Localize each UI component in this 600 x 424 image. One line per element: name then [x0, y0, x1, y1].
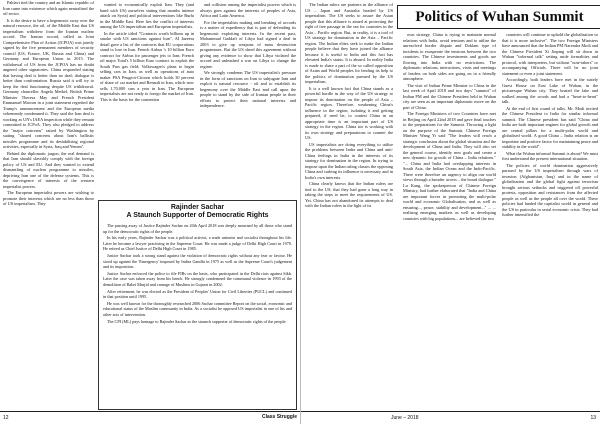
- paragraph: Behind the diplomatic jargon, the real demand is that Iran should slavishly comply with the foreign policy of US and EU. And they wanted to extend dismantling of nuclear programme to missiles, depriving Iran one of the defense systems. This is the convergence of interests of the western imperialist powers.: [3, 150, 94, 189]
- paragraph: What the Wuhan informal Summit is about? We must first understand the present international situation.: [502, 150, 598, 161]
- right-column-3: [502, 32, 598, 410]
- right-column-1: [305, 2, 393, 410]
- obituary-paragraph: He was well known for the thoroughly researched 2006 Sachar committee Report on the social, economic and educational status of the Muslim community in India. As a socialist he opposed US imperialist in one of his and other acts of intervention.: [103, 300, 292, 317]
- issue-date: June – 2018: [391, 415, 419, 421]
- paragraph: We strongly condemn The US imperialist's pressure in the form of sanctions on Iran to subjugate Iran and exploit is natural resource - oil and to establish its hegemony over the Middle East and call upon the people to stand by the side of Iranian people in their efforts to protect their national interests and independence.: [200, 70, 296, 108]
- page-number: 13: [590, 415, 596, 421]
- paragraph: countries will continue to uphold the globalisation so that it is more inclusive". The two Foreign Ministers have announced that the Indian PM Narendra Modi and the Chinese President Xi Jinping will sit down in Wuhan "informal talk" setting aside formalities and protocol, with interpreters, but without "note-takers" or accompanying Officials. There will be no joint statement or even a joint statement.: [502, 32, 598, 76]
- paragraph: US imperialists are doing everything to utilise the problems between India and China and anti-China feelings in India in the interests of its strategy for domination in the region. In trying to impose upon the Indian ruling classes the opposing China and curbing its influence is necessary and in India's own interests.: [305, 141, 393, 180]
- paragraph: Pahlavi tied the country and an Islamic republic of Iran came into existence which again neutralised the oil sector.: [3, 0, 94, 16]
- paragraph: The visit of Indian Prime Minister to China in the last week of April 2018 and two days' "summit" of Indian PM and the Chinese President held in Wuhan city are seen as an important diplomatic move on the part of China.: [403, 82, 496, 110]
- obituary-box: [98, 200, 297, 410]
- paragraph: wanted to economically exploit Iran. They (and hand with US) ourselves stating that months intense attack on Syria) and political interventions like Burhi in the Middle East. Here lies the conflict of interests among the US imperialism and European imperialists.: [100, 2, 194, 29]
- right-column-2: [403, 32, 496, 410]
- left-footer: [0, 411, 300, 424]
- left-column-3: [200, 2, 296, 198]
- obituary-paragraph: The passing away of Justice Rajinder Sachar on 20th April 2018 was deeply mourned by all those who stand up for the democratic rights of the people.: [103, 223, 292, 234]
- left-column-2: [100, 2, 194, 198]
- paragraph: China clearly knows that the Indian rulers are tied to the US; that they had gone a long way in taking the steps to meet the requirements of US. Yet, China has not abandoned its attempts to deal with the Indian rulers in the light of its: [305, 181, 393, 208]
- publication-name: Class Struggle: [261, 414, 297, 420]
- right-page: [300, 0, 600, 424]
- paragraph: The Foreign Ministers of two Countries have met in Beijing on April 22nd 2018 and gave final touches to the preparations for the Summit. Throwing a light on the purpose of the Summit, Chinese Foreign Minister Wang Yi said "The leaders will reach a strategic conclusion about the global situation and the development of China and India. They will also set the general course, identify new goals and create a new dynamic for growth of China – India relations." "... China and India had overlapping interests in South Asia, the Indian Ocean and the Indo-Pacific. There were therefore an urgency to align our world views through a broader access – the board dialogue." Lu Kang, the spokesperson of Chinese Foreign Ministry, had further elaborated that "India and China are important forces in promoting the multi-polar world and economic Globalisation, and as well as ensuring..., peace, stability and development..." ... ... realising emerging markets as well as developing countries with big populations... are believed the two: [403, 111, 496, 221]
- paragraph: The policies of world domination aggressively pursued by the US imperialism through wars of invasion (Afghanistan, Iraq) and in the name of globalisation and the global fight against terrorism brought serious setbacks and triggered off powerful protests, opposition and resistances from the affected people as well as the people all over the world. These policies had landed the capitalist world in general and the US in particular in serial economic crisis. They had further intensified the: [502, 162, 598, 217]
- paragraph: It is the desire to have a hegemonic sway over the natural resource, the oil, of the Middle East that US imperialism withdrew from the Iranian nuclear accord. The Iranian accord, called as Joint Comprehensive Plan of Action (JCPOA) was jointly signed by the five permanent members of security council (US, France, UK, Russia and China) and Germany and European Union in 2015. The withdrawal of US from the JCPOA has no doubt angered other signatories. China responded stating that having deal is better than no deal; dialogue is better than confrontation. Russia said it will try to keep the deal functioning despite US withdrawal. Germany chancellor Angela Merkel, British Prime Minister Theresa May and French President Emmanuel Macron in a joint statement regretted the Trump's announcement and the European media vehemently condemned it. They said the Iran deal is working as UN's IAEA inspection while they remain committed to JCPoA. They also pledged to address the "major concerns" raised by Washington by stating "shared concerns about Iran's ballistic missiles programme and its destabilising regional activities, especially in Syria, Iraq and Yemen".: [3, 17, 94, 149]
- obituary-title: Rajinder Sachar: [170, 204, 225, 211]
- paragraph: At the end of first round of talks, Mr. Modi invited the Chinese President to India for similar informal summit. The Chinese president has said "China and India are both important engines for global growth and are central pillars for a multi-polar world and globalised world. A good China – India relation is an important and positive factor for maintaining peace and stability in the world".: [502, 105, 598, 149]
- paragraph: For the imperialists making and breaking of accords is a matter of expediency that is part of defending its hegemonic exploiting interests. In the recent past, Mohammad Gaddafi of Libya had signed a deal in 2003 to give up weapons of mass destruction programmes. But the US shred this agreement without giving any evidence to show that Libya violated the accord and unleashed a war on Libya to change the regime.: [200, 19, 296, 69]
- obituary-paragraph: Justice Sachar took a strong stand against the violation of democratic rights without any fear or favour. He stood up against the 'Emergency' imposed by Indira Gandhi in 1975 as well as the Supreme Court's judgement and its imposition.: [103, 252, 292, 270]
- paragraph: own strategy. China is trying to maintain normal relations with India, avoid tensions and to utilise the unresolved border dispute and Doklam type of incidents to exasperate the tensions between the two countries. The Chinese investments and goods are flowing into India with no restrictions. The diplomatic relations, interactions, visits and meetings of leaders on both sides are going on in a friendly atmosphere.: [403, 32, 496, 81]
- obituary-paragraph: In his early years, Rajinder Sachar was a political activist, a trade unionist and socialist throughout his life. Later he became a lawyer practising in the Supreme Court. He was made a judge of Delhi High Court in 1970. He retired as Chief Justice of Delhi High Court in 1985.: [103, 235, 292, 252]
- paragraph: The European imperialist powers are wishing to promote their interests which are no less than those of US imperialism. They: [3, 190, 94, 206]
- obituary-paragraph: Justice Sachar enforced the police to file FIRs on the basis, who participated in the Delhi riots against Sikh. Later the case was taken away from his bench. He strongly condemned the communal violence in 1993 of the demolition of Babri Masjid and carnage of Muslims in Gujarat in 2002.: [103, 270, 292, 287]
- article-title: Politics of Wuhan Summit: [397, 5, 600, 29]
- obituary-paragraph: The CPI (ML) pays homage to Rajinder Sachar as the staunch supporter of democratic rights of the people.: [107, 318, 287, 324]
- obituary-subtitle: A Staunch Supporter of Democratic Rights: [126, 212, 269, 219]
- paragraph: Accordingly, both leaders have met in the stately Guest House on East Lake of Wuhan, in the picturesque Wuhan city. They boated the lake and walked among the woods and had a "heart-to-heart" talk.: [502, 77, 598, 104]
- obituary-paragraph: After retirement, he was elected as the President of Peoples' Union for Civil Liberties (PUCL) and continued in that position until 1995.: [103, 288, 292, 300]
- left-column-1: [3, 0, 94, 408]
- paragraph: It is a well known fact that China stands as a powerful hurdle in the way of the US strategy to impose its domination on the people of Asia – Pacific region. Therefore, weakening China's influence in the region, isolating it and getting prepared, if need be, to contest China in an appropriate time is an important part of US strategy in the region. China too is working with its own strategy and preparations to counter the US.: [305, 85, 393, 140]
- page-number: 12: [3, 415, 9, 421]
- right-footer: [301, 411, 600, 424]
- paragraph: The Indian rulers are partners in the alliance of US – Japan and Australia headed by US imperialism. The US seeks to assure the Asian people that this alliance is aimed at protecting the right of free passage in the sea for countries in the Asia – Pacific region. But, in reality, it is a tool of US strategy for domination in the Asia – Pacific region. The Indian elites seek to make the Indian people believe that they have joined the alliance because it is useful to India and this fact has elevated India's status. It is absurd. In reality India is made to share a part of the so called opposition of Asian and World peoples for lending its help to the politics of domination pursued by the US imperialism.: [305, 2, 393, 84]
- paragraph: In the article titled "Contracts worth billions up in smoke with US sanctions against Iran", AI Jazeera detail gave a list of the contracts that EU corporations stand to lose in Iran. French Airbus 's 10 billion Euro contract for Airbus for passenger jets to Iran; French oil major Total's 5 billion Euro contract to exploit the South Pars gas field; Volkswagen's plans to begin selling cars in Iran, as well as operations of auto maker PSA Peugeot-Citroen which holds 30 percent of share of car market and Renault in Iran, which now sells 1,70,000 cars a year in Iran. The European imperialists are not ready to forego the market of Iran. This is the basis for the contention: [100, 30, 194, 102]
- paragraph: and collision among the imperialist powers which is always goes against the interests of peoples of Asia, Africa and Latin America.: [200, 2, 296, 18]
